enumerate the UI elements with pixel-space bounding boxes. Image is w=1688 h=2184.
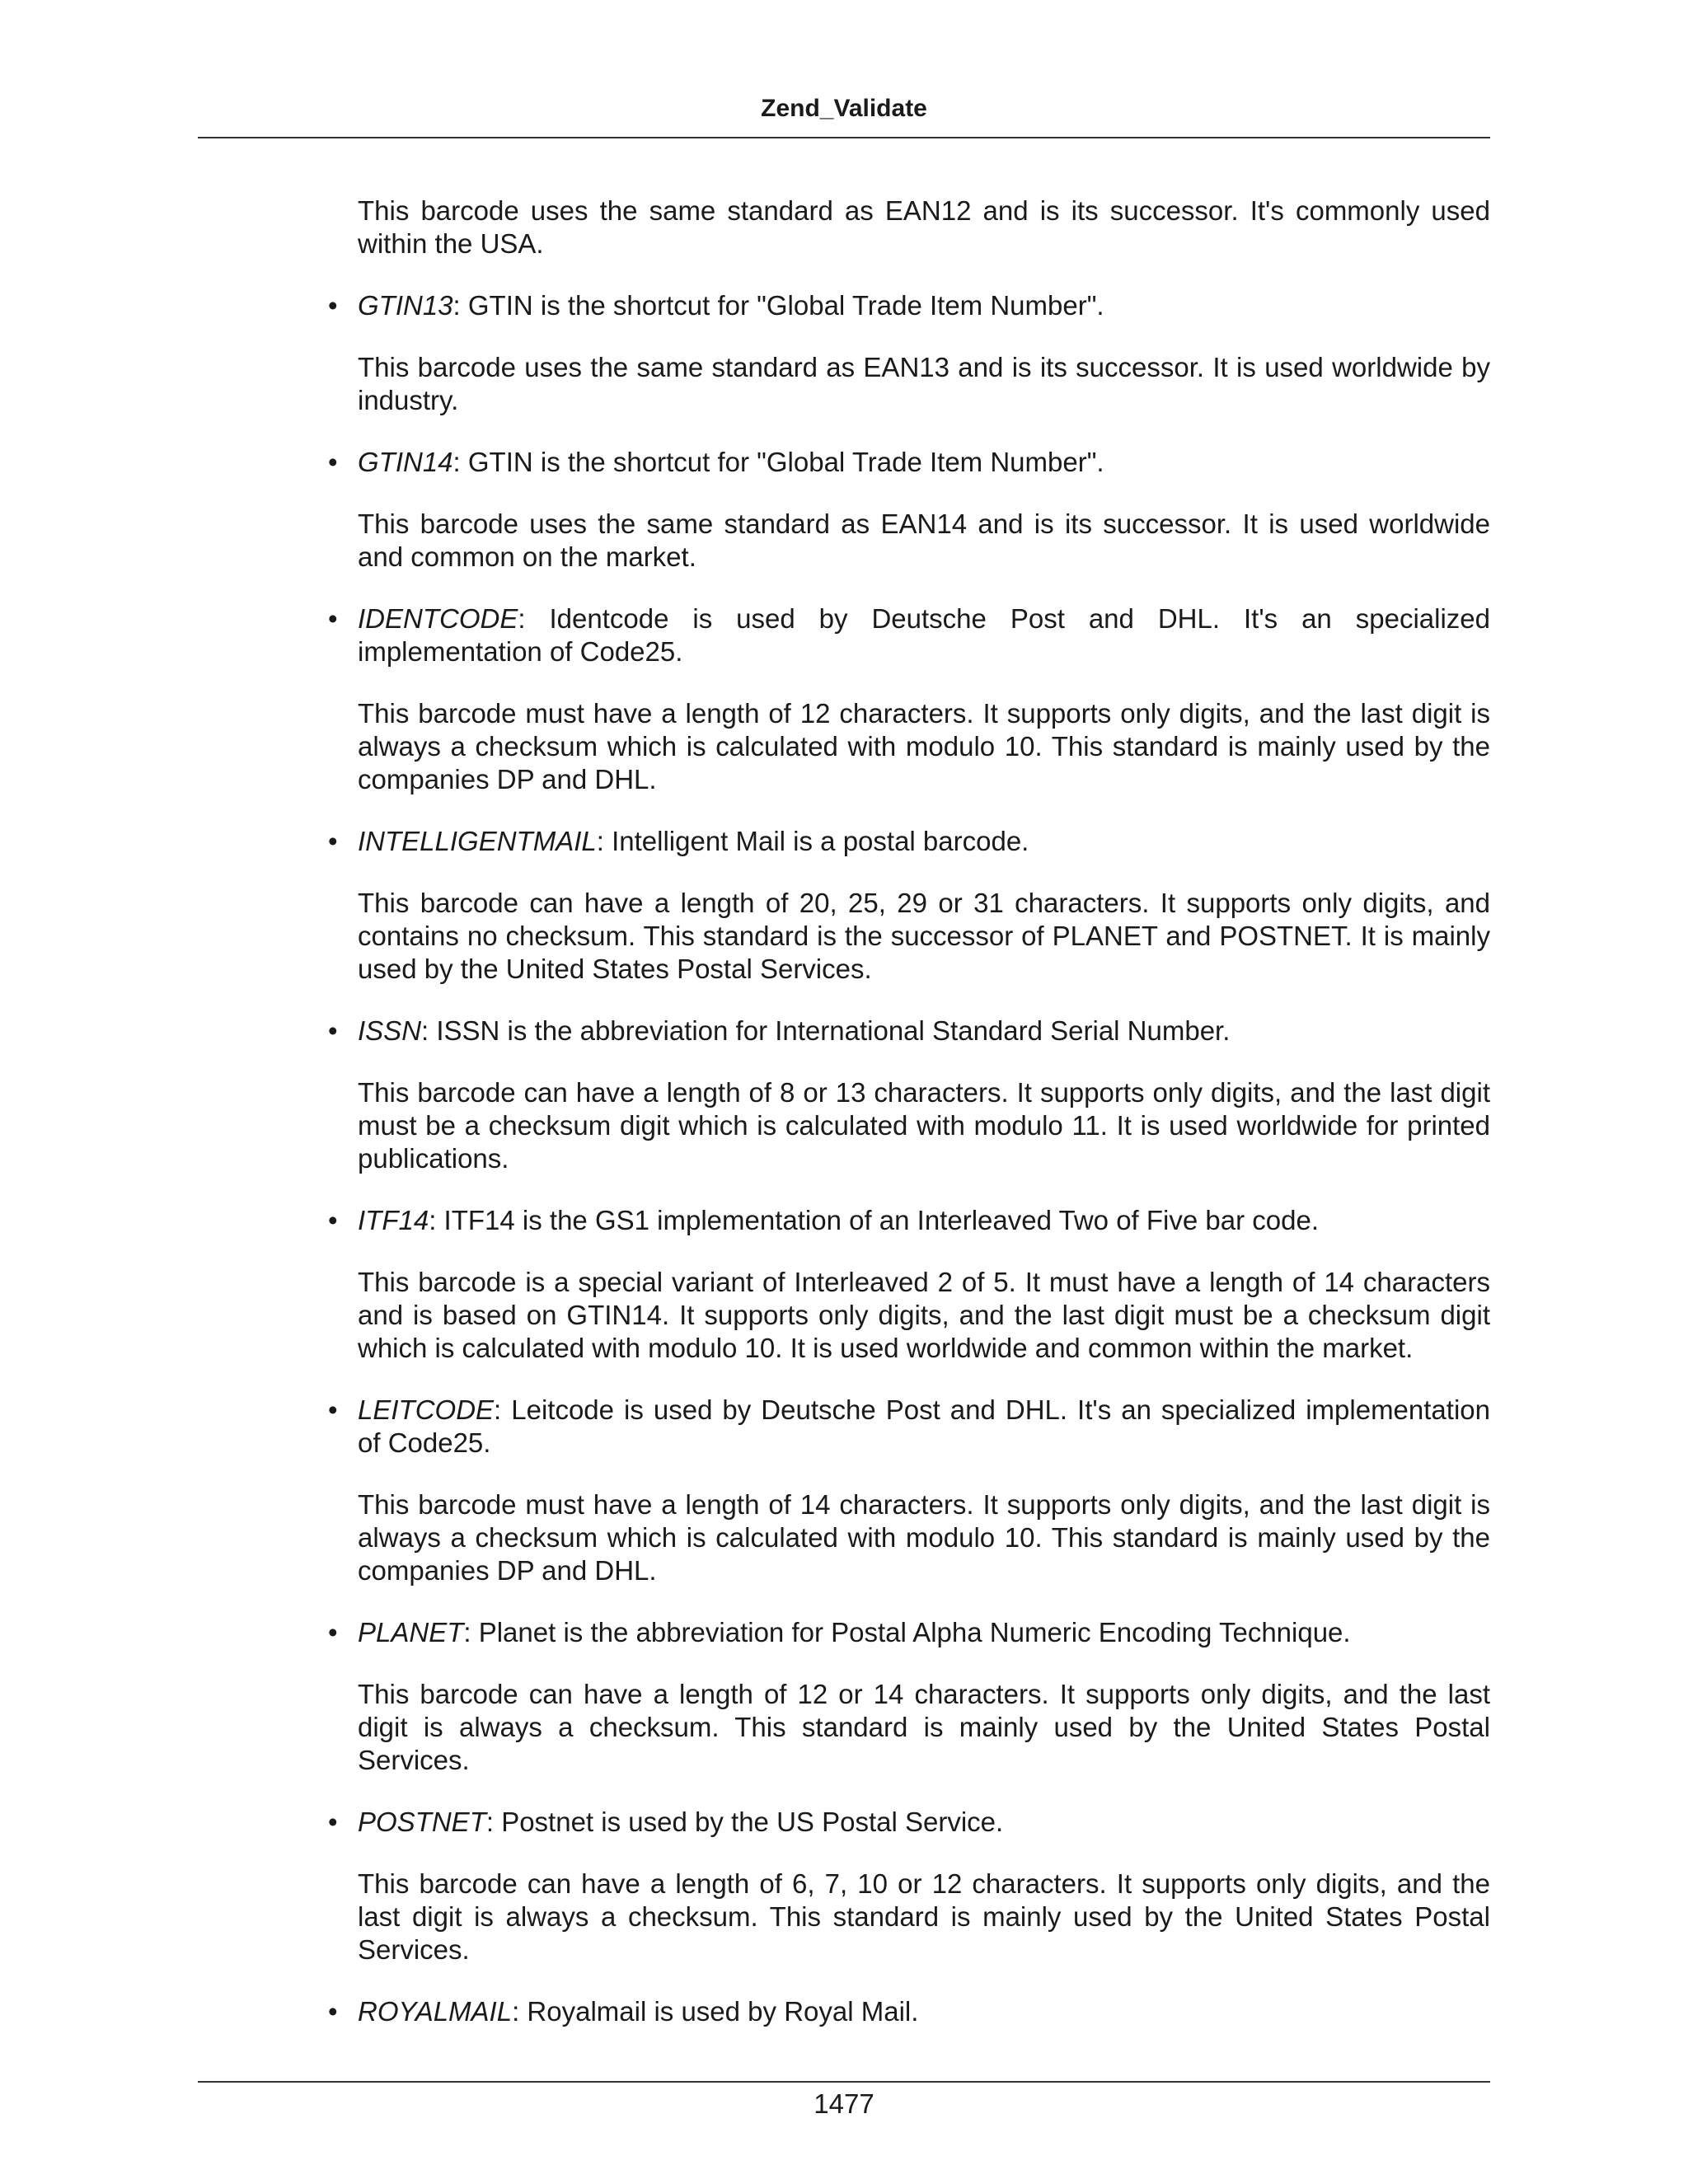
list-item-definition-text: : Planet is the abbreviation for Postal Alpha Numeric Encoding Technique. <box>463 1617 1351 1647</box>
list-item-details: This barcode can have a length of 8 or 13 characters. It supports only digits, and the last digit must be a checksum digit which is calculated with modulo 11. It is used worldwide for printed publications. <box>358 1077 1490 1174</box>
list-item-details: This barcode can have a length of 12 or 14 characters. It supports only digits, and the last digit is always a checksum. This standard is mainly used by the United States Postal Services. <box>358 1679 1490 1775</box>
header-divider <box>198 137 1490 138</box>
list-item-term: ITF14 <box>358 1205 429 1235</box>
document-body <box>328 194 1490 2057</box>
list-item-definition-text: : Identcode is used by Deutsche Post and DHL. It's an specialized implementation of Code25. <box>358 603 1490 667</box>
list-item-definition <box>328 1616 1490 1649</box>
bullet-icon: • <box>328 1807 338 1837</box>
list-item-definition <box>328 289 1490 322</box>
list-item <box>328 446 1490 574</box>
list-item <box>328 1806 1490 1966</box>
bullet-icon: • <box>328 1617 338 1647</box>
list-item-definition <box>328 1806 1490 1839</box>
list-item-definition-text: : GTIN is the shortcut for "Global Trade Item Number". <box>452 290 1104 321</box>
bullet-icon: • <box>328 1205 338 1235</box>
list-item-details: This barcode can have a length of 6, 7, 10 or 12 characters. It supports only digits, and the last digit is always a checksum. This standard is mainly used by the United States Postal Services. <box>358 1868 1490 1965</box>
list-item-definition <box>328 825 1490 858</box>
list-item-definition-text: : Intelligent Mail is a postal barcode. <box>596 826 1029 856</box>
list-item-definition <box>328 602 1490 668</box>
page-header-title: Zend_Validate <box>761 95 927 122</box>
list-item-definition-text: : GTIN is the shortcut for "Global Trade Item Number". <box>452 447 1104 477</box>
list-item-term: LEITCODE <box>358 1394 495 1425</box>
list-item-details: This barcode can have a length of 20, 25, 29 or 31 characters. It supports only digits, and contains no checksum. This standard is the successor of PLANET and POSTNET. It is mainly used by the United States Postal Services. <box>358 888 1490 984</box>
list-item-definition <box>328 1995 1490 2028</box>
list-item-definition-text: : Leitcode is used by Deutsche Post and DHL. It's an specialized implementation of Code25. <box>358 1394 1490 1458</box>
list-item-definition-text: : ITF14 is the GS1 implementation of an Interleaved Two of Five bar code. <box>429 1205 1319 1235</box>
list-item-details: This barcode uses the same standard as EAN13 and is its successor. It is used worldwide by industry. <box>358 352 1490 415</box>
page-number: 1477 <box>814 2088 874 2119</box>
list-item-definition-text: : Royalmail is used by Royal Mail. <box>512 1996 919 2027</box>
list-item-details: This barcode is a special variant of Interleaved 2 of 5. It must have a length of 14 characters and is based on GTIN14. It supports only digits, and the last digit must be a checksum digit which is calculated with modulo 10. It is used worldwide and common within the market. <box>358 1267 1490 1363</box>
list-item-term: ROYALMAIL <box>358 1996 513 2027</box>
list-item <box>328 1394 1490 1587</box>
intro-paragraph: This barcode uses the same standard as EAN12 and is its successor. It's commonly used within the USA. <box>358 195 1490 259</box>
list-item-definition <box>328 1015 1490 1047</box>
list-item <box>328 289 1490 417</box>
list-item <box>328 1995 1490 2028</box>
list-item-term: GTIN13 <box>358 290 453 321</box>
bullet-icon: • <box>328 447 338 477</box>
list-item-details: This barcode must have a length of 12 characters. It supports only digits, and the last digit is always a checksum which is calculated with modulo 10. This standard is mainly used by the companies DP and DHL. <box>358 698 1490 794</box>
list-item-term: PLANET <box>358 1617 464 1647</box>
list-item <box>328 825 1490 986</box>
list-item <box>328 602 1490 796</box>
bullet-icon: • <box>328 603 338 634</box>
bullet-icon: • <box>328 290 338 321</box>
list-item <box>328 1204 1490 1365</box>
list-item-definition <box>328 1394 1490 1460</box>
list-item-term: GTIN14 <box>358 447 453 477</box>
list-item-details: This barcode must have a length of 14 characters. It supports only digits, and the last digit is always a checksum which is calculated with modulo 10. This standard is mainly used by the companies DP and DHL. <box>358 1489 1490 1586</box>
barcode-type-list <box>328 289 1490 2028</box>
list-item-definition <box>328 1204 1490 1237</box>
list-item-definition-text: : ISSN is the abbreviation for International Standard Serial Number. <box>421 1015 1231 1046</box>
list-item-definition <box>328 446 1490 479</box>
bullet-icon: • <box>328 1996 338 2027</box>
list-item-term: INTELLIGENTMAIL <box>358 826 597 856</box>
list-item-term: POSTNET <box>358 1807 486 1837</box>
list-item <box>328 1616 1490 1777</box>
bullet-icon: • <box>328 1394 338 1425</box>
list-item-definition-text: : Postnet is used by the US Postal Service. <box>485 1807 1004 1837</box>
bullet-icon: • <box>328 1015 338 1046</box>
list-item-details: This barcode uses the same standard as EAN14 and is its successor. It is used worldwide and common on the market. <box>358 509 1490 572</box>
footer-divider <box>198 2081 1490 2083</box>
list-item-term: ISSN <box>358 1015 422 1046</box>
bullet-icon: • <box>328 826 338 856</box>
list-item-term: IDENTCODE <box>358 603 518 634</box>
list-item <box>328 1015 1490 1175</box>
